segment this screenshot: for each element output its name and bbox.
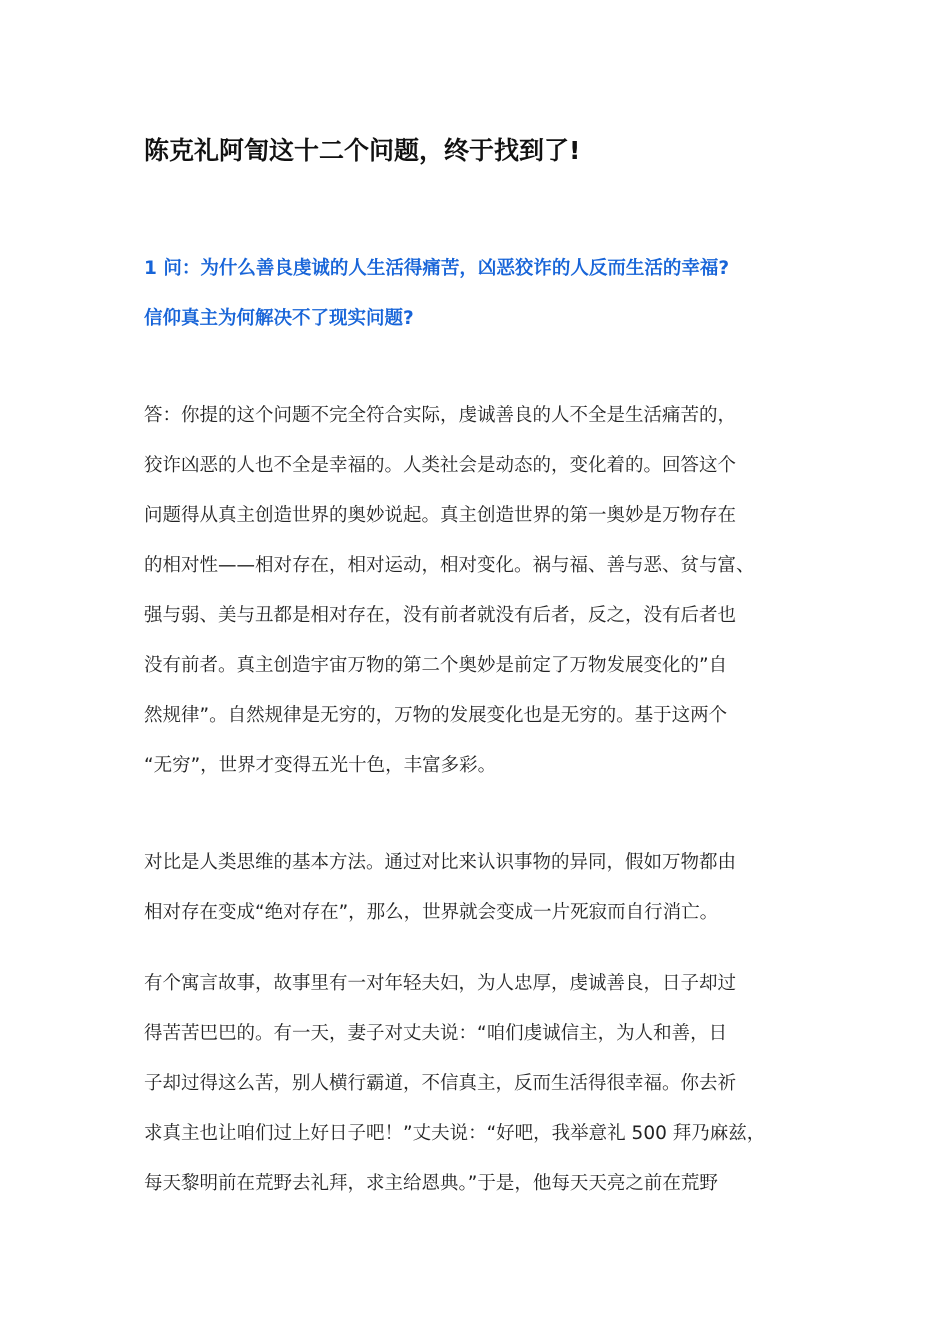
body-paragraph [144, 845, 736, 945]
text-line: 子却过得这么苦，别人横行霸道，不信真主，反而生活得很幸福。你去祈 [144, 1073, 737, 1094]
text-line: 狡诈凶恶的人也不全是幸福的。人类社会是动态的，变化着的。回答这个 [144, 455, 737, 476]
text-line: 求真主也让咱们过上好日子吧！”丈夫说：“好吧，我举意礼 500 拜乃麻兹， [144, 1123, 766, 1144]
story-paragraph [144, 966, 765, 1216]
question-line: 信仰真主为何解决不了现实问题? [144, 308, 414, 329]
text-line: 相对存在变成“绝对存在”，那么，世界就会变成一片死寂而自行消亡。 [144, 902, 719, 923]
answer-paragraph [144, 398, 755, 798]
question-heading [144, 251, 729, 351]
text-line: 答：你提的这个问题不完全符合实际，虔诚善良的人不全是生活痛苦的， [144, 405, 737, 426]
text-line: “无穷”，世界才变得五光十色，丰富多彩。 [144, 755, 497, 776]
text-line: 强与弱、美与丑都是相对存在，没有前者就没有后者，反之，没有后者也 [144, 605, 737, 626]
text-line: 对比是人类思维的基本方法。通过对比来认识事物的异同，假如万物都由 [144, 852, 737, 873]
question-line: 1 问：为什么善良虔诚的人生活得痛苦，凶恶狡诈的人反而生活的幸福? [144, 258, 730, 279]
text-line: 的相对性——相对存在，相对运动，相对变化。祸与福、善与恶、贫与富、 [144, 555, 755, 576]
text-line: 没有前者。真主创造宇宙万物的第二个奥妙是前定了万物发展变化的”自 [144, 655, 728, 676]
document-title: 陈克礼阿訇这十二个问题，终于找到了! [144, 136, 581, 165]
text-line: 得苦苦巴巴的。有一天，妻子对丈夫说：“咱们虔诚信主，为人和善，日 [144, 1023, 728, 1044]
text-line: 然规律”。自然规律是无穷的，万物的发展变化也是无穷的。基于这两个 [144, 705, 728, 726]
text-line: 有个寓言故事，故事里有一对年轻夫妇，为人忠厚，虔诚善良，日子却过 [144, 973, 737, 994]
text-line: 每天黎明前在荒野去礼拜，求主给恩典。”于是，他每天天亮之前在荒野 [144, 1173, 718, 1194]
text-line: 问题得从真主创造世界的奥妙说起。真主创造世界的第一奥妙是万物存在 [144, 505, 737, 526]
